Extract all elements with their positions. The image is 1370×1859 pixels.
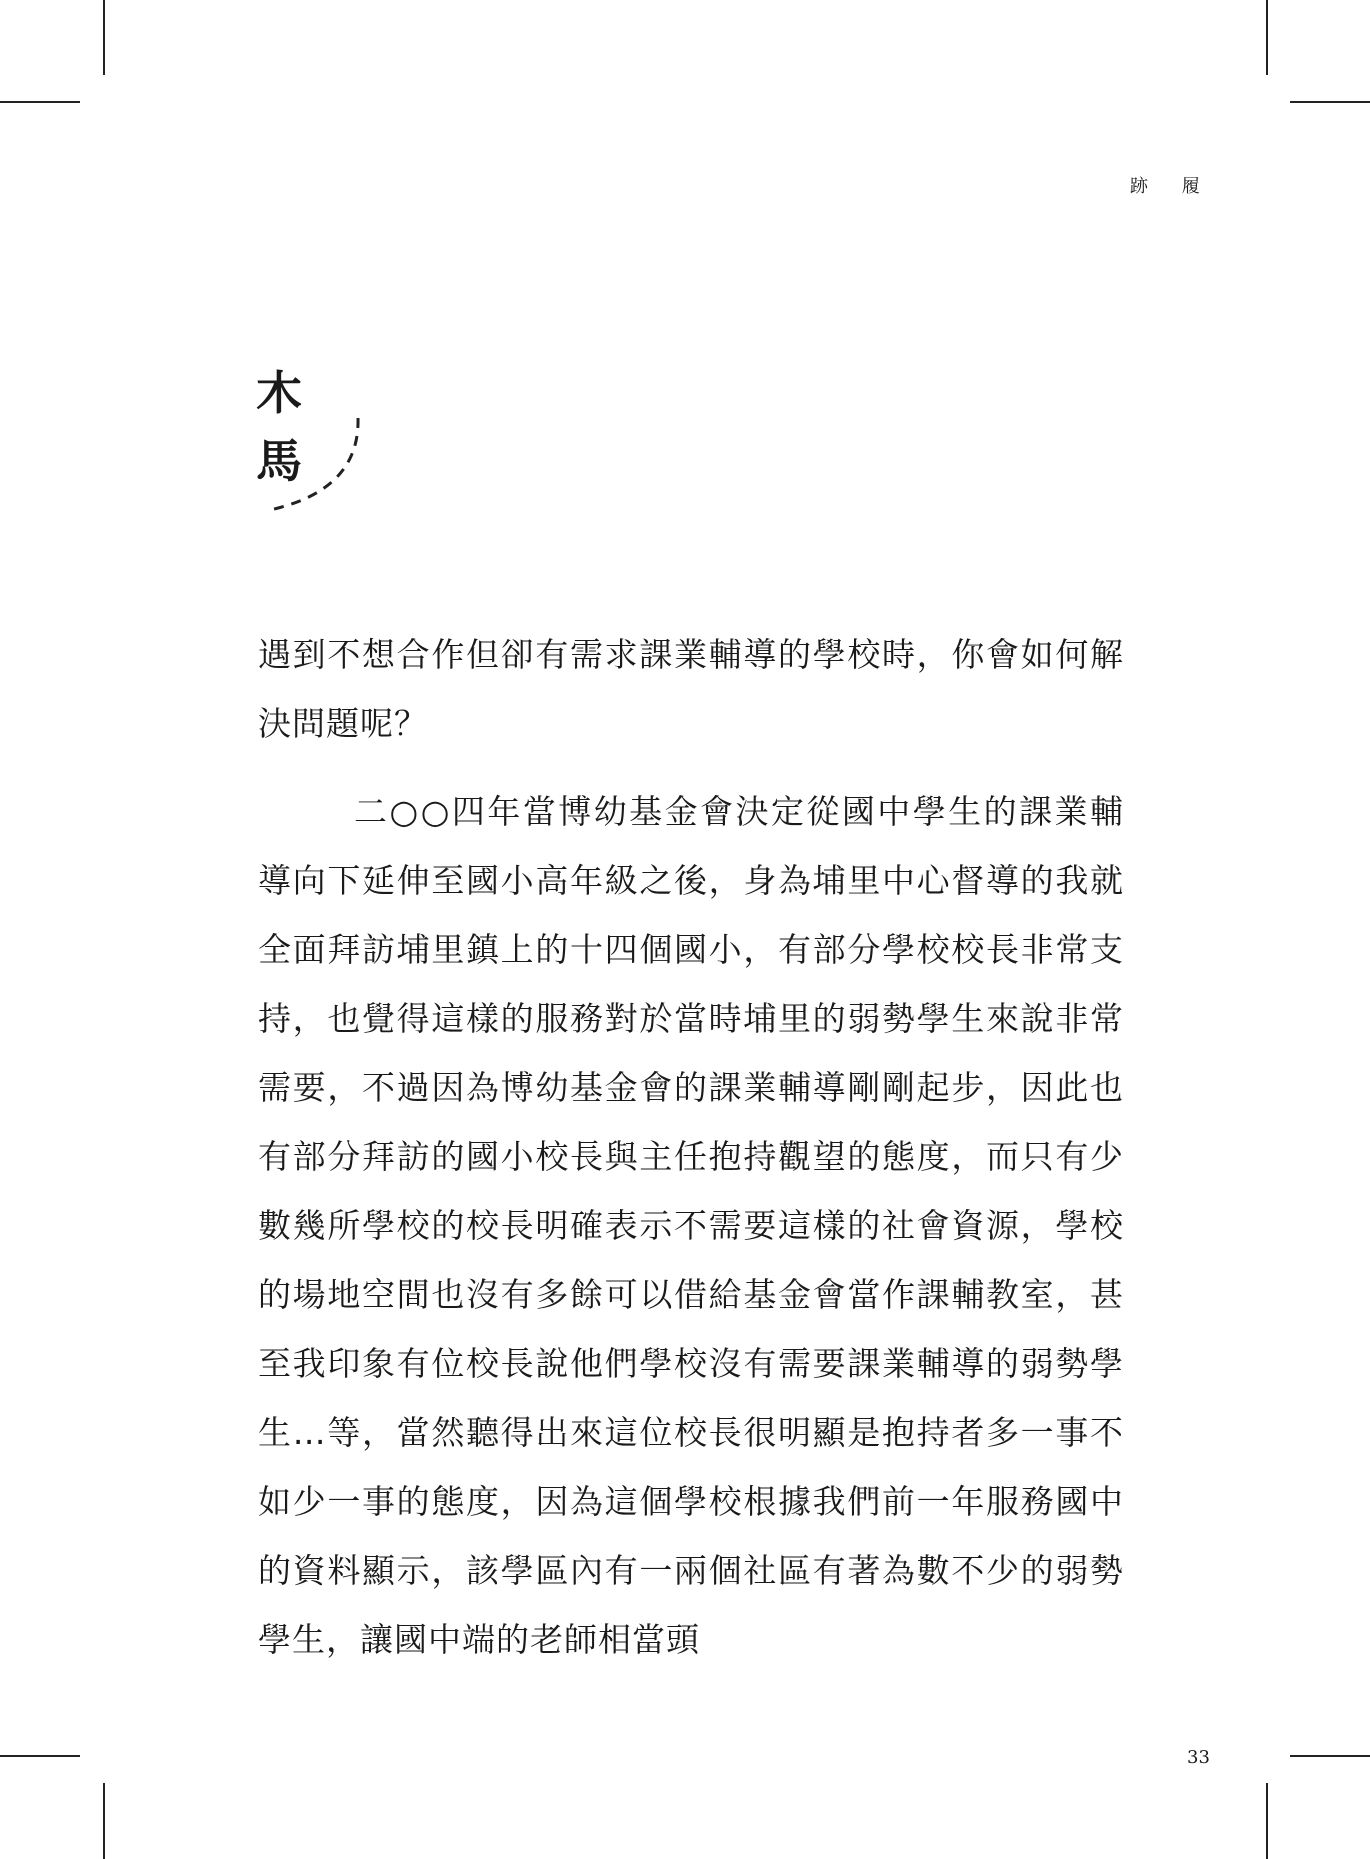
- crop-mark-bottom-right-horizontal: [1290, 1755, 1370, 1757]
- crop-mark-top-left-vertical: [103, 0, 105, 75]
- crop-mark-bottom-left-vertical: [103, 1783, 105, 1859]
- crop-mark-top-left-horizontal: [0, 101, 80, 103]
- running-head: 跡 履: [1130, 176, 1214, 197]
- chapter-title-char-1: 木: [256, 366, 302, 420]
- dashed-arc-decoration: [250, 410, 380, 520]
- crop-mark-top-right-horizontal: [1290, 101, 1370, 103]
- crop-mark-bottom-left-horizontal: [0, 1755, 80, 1757]
- chapter-title-char-2: 馬: [256, 434, 302, 488]
- body-paragraph: 二○○四年當博幼基金會決定從國中學生的課業輔導向下延伸至國小高年級之後，身為埔里中心督導的我就全面拜訪埔里鎮上的十四個國小，有部分學校校長非常支持，也覺得這樣的服務對於當時埔里的弱勢學生來說非常需要，不過因為博幼基金會的課業輔導剛剛起步，因此也有部分拜訪的國小校長與主任抱持觀望的態度，而只有少數幾所學校的校長明確表示不需要這樣的社會資源，學校的場地空間也沒有多餘可以借給基金會當作課輔教室，甚至我印象有位校長說他們學校沒有需要課業輔導的弱勢學生…等，當然聽得出來這位校長很明顯是抱持者多一事不如少一事的態度，因為這個學校根據我們前一年服務國中的資料顯示，該學區內有一兩個社區有著為數不少的弱勢學生，讓國中端的老師相當頭: [258, 792, 1124, 1659]
- opening-question: 遇到不想合作但卻有需求課業輔導的學校時，你會如何解決問題呢？: [258, 635, 1124, 743]
- crop-mark-bottom-right-vertical: [1266, 1783, 1268, 1859]
- crop-mark-top-right-vertical: [1266, 0, 1268, 75]
- page-number: 33: [1187, 1747, 1210, 1768]
